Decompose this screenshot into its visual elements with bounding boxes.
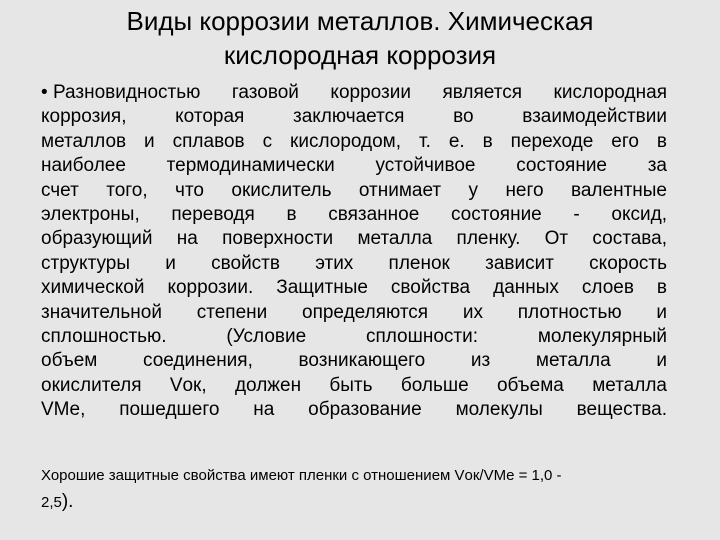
body-line: счет того, что окислитель отнимает у него валентные [41,179,667,201]
title-line-1: Виды коррозии металлов. Химическая [126,6,594,36]
body-line: значительной степени определяются их плотностью и [41,301,667,323]
body-line: окислителя Vок, должен быть больше объема металла [41,374,667,396]
body-line: VMe, пошедшего на образование молекулы вещества. [41,399,667,421]
body-line: металлов и сплавов с кислородом, т. е. в переходе его в [41,130,667,152]
bullet-marker: • [41,82,48,103]
paragraph-text [41,81,667,422]
body-line: Разновидностью газовой коррозии является кислородная [53,82,667,103]
body-line: коррозия, которая заключается во взаимодействии [41,106,667,128]
body-line: химической коррозии. Защитные свойства данных слоев в [41,277,667,299]
closing-parenthesis: ). [61,491,74,512]
body-line: сплошностью. (Условие сплошности: молекулярный [41,325,667,347]
body-line: электроны, переводя в связанное состояние - оксид, [41,203,667,225]
title-line-2: кислородная коррозия [223,40,497,70]
slide-title [60,4,660,72]
ratio-upper-value: 2,5 [41,494,62,511]
body-line: образующий на поверхности металла пленку. От состава, [41,228,667,250]
ratio-note-line-1: Хорошие защитные свойства имеют пленки с отношением Vок/VMe = 1,0 - [41,467,562,484]
ratio-note [41,463,681,516]
body-line: структуры и свойств этих пленок зависит скорость [41,252,667,274]
body-line: наиболее термодинамически устойчивое состояние за [41,155,667,177]
ratio-note-line-2 [41,489,681,516]
body-line: объем соединения, возникающего из металла и [41,350,667,372]
bullet-paragraph [41,81,667,422]
